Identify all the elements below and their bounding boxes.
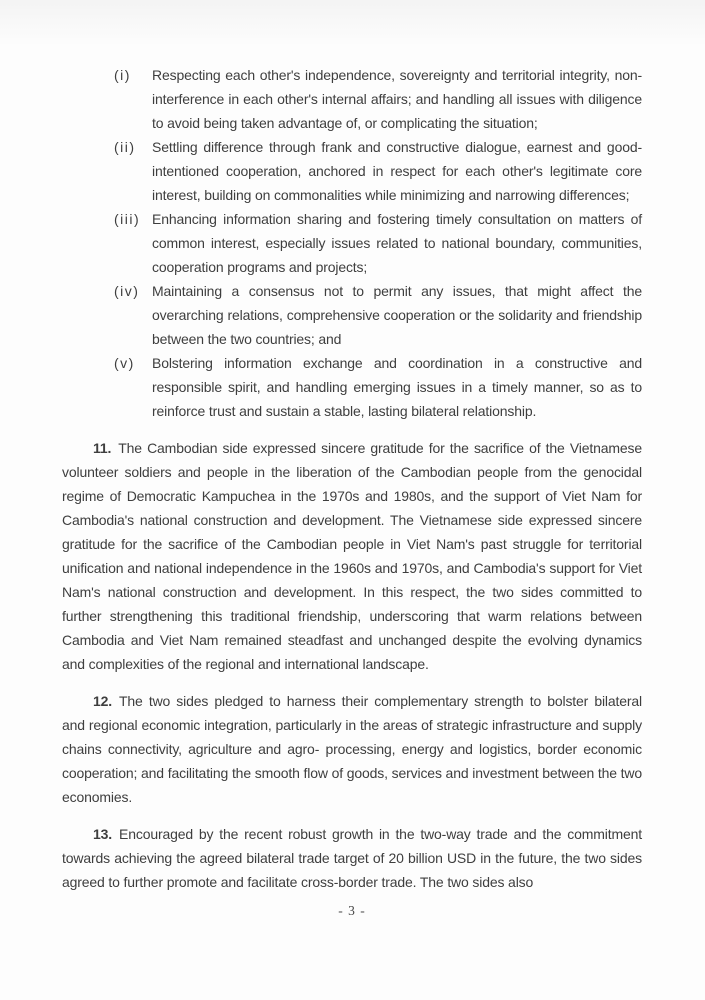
paragraph-13	[62, 822, 642, 894]
paragraph-11	[62, 436, 642, 676]
list-item-text: Respecting each other's independence, sovereignty and territorial integrity, non-interference in each other's internal affairs; and handling all issues with diligence to avoid being taken advantage of, or complicating the situation;	[152, 67, 642, 131]
paragraph-text: Encouraged by the recent robust growth in the two-way trade and the commitment towards achieving the agreed bilateral trade target of 20 billion USD in the future, the two sides agreed to further promote and facilitate cross-border trade. The two sides also	[62, 826, 642, 890]
list-item	[114, 207, 642, 279]
list-item-marker: (iv)	[114, 283, 140, 299]
list-item-marker: (i)	[114, 67, 131, 83]
list-item-marker: (ii)	[114, 139, 136, 155]
paragraph-number: 11.	[93, 440, 112, 456]
list-item	[114, 63, 642, 135]
paragraph-text: The two sides pledged to harness their complementary strength to bolster bilateral and regional economic integration, particularly in the areas of strategic infrastructure and supply chains connectivity, agriculture and agro- processing, energy and logistics, border economic cooperation; and facilitating the smooth flow of goods, services and investment between the two economies.	[62, 693, 642, 805]
paragraph-text: The Cambodian side expressed sincere gratitude for the sacrifice of the Vietnamese volunteer soldiers and people in the liberation of the Cambodian people from the genocidal regime of Democratic Kampuchea in the 1970s and 1980s, and the support of Viet Nam for Cambodia's national construction and development. The Vietnamese side expressed sincere gratitude for the sacrifice of the Cambodian people in Viet Nam's past struggle for territorial unification and national independence in the 1960s and 1970s, and Cambodia's support for Viet Nam's national construction and development. In this respect, the two sides committed to further strengthening this traditional friendship, underscoring that warm relations between Cambodia and Viet Nam remained steadfast and unchanged despite the evolving dynamics and complexities of the regional and international landscape.	[62, 440, 642, 672]
list-item	[114, 279, 642, 351]
paragraph-12	[62, 689, 642, 809]
list-item-text: Maintaining a consensus not to permit any issues, that might affect the overarching relations, comprehensive cooperation or the solidarity and friendship between the two countries; and	[152, 283, 642, 347]
sub-item-list	[62, 63, 642, 423]
list-item-text: Settling difference through frank and constructive dialogue, earnest and good-intentioned cooperation, anchored in respect for each other's legitimate core interest, building on commonalities while minimizing and narrowing differences;	[152, 139, 642, 203]
list-item-text: Enhancing information sharing and fostering timely consultation on matters of common interest, especially issues related to national boundary, communities, cooperation programs and projects;	[152, 211, 642, 275]
paragraph-number: 13.	[93, 826, 113, 842]
page-number: - 3 -	[338, 903, 366, 918]
list-item-text: Bolstering information exchange and coordination in a constructive and responsible spirit, and handling emerging issues in a timely manner, so as to reinforce trust and sustain a stable, lasting bilateral relationship.	[152, 355, 642, 419]
list-item-marker: (v)	[114, 355, 135, 371]
list-item	[114, 351, 642, 423]
list-item	[114, 135, 642, 207]
document-body	[62, 63, 642, 923]
paragraph-number: 12.	[93, 693, 113, 709]
list-item-marker: (iii)	[114, 211, 141, 227]
